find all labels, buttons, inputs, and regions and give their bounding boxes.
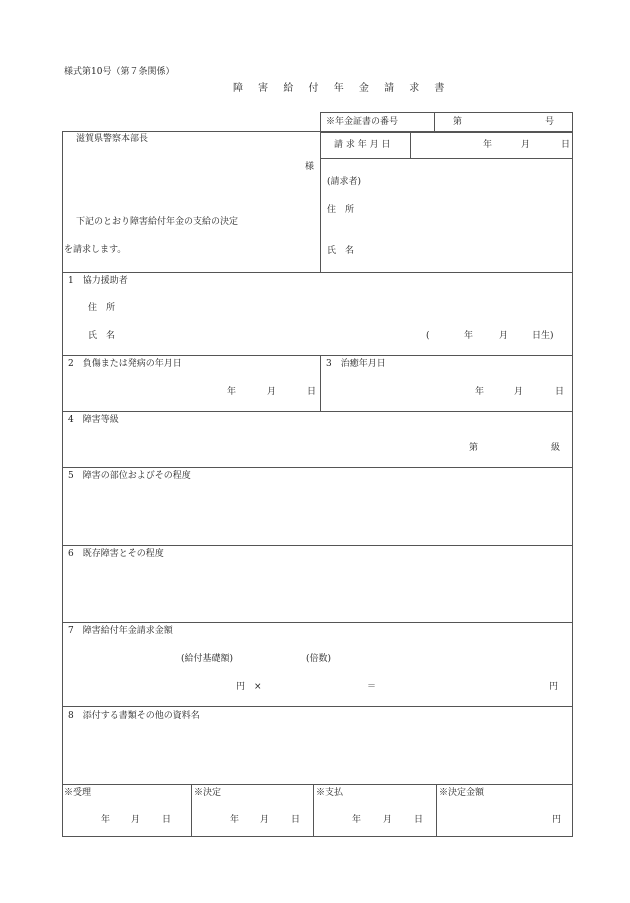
request-line2: を請求します。 [64,245,127,255]
section4-suffix: 級 [551,443,561,453]
section5-title: 5 障害の部位およびその程度 [68,471,191,481]
footer-amount-yen: 円 [552,815,562,825]
footer-payment-month: 月 [383,815,393,825]
section7-base-label: (給付基礎額) [181,654,234,664]
section2-year: 年 [227,387,237,397]
footer-payment-year: 年 [352,815,362,825]
footer-receipt-label: ※受理 [64,788,92,798]
footer-receipt-month: 月 [131,815,141,825]
section3-year: 年 [475,387,485,397]
section7-title: 7 障害給付年金請求金額 [68,626,173,636]
claimant-name-label: 氏 名 [327,246,355,256]
footer-amount-label: ※決定金額 [439,788,485,798]
cert-number-prefix: 第 [453,117,463,127]
addressee-honorific: 様 [305,162,315,172]
section1-birth-close: 日生) [532,331,554,341]
section1-name: 氏 名 [88,331,116,341]
claim-date-month: 月 [521,140,531,150]
section1-birth-month: 月 [499,331,509,341]
section2-month: 月 [267,387,277,397]
claimant-address-label: 住 所 [327,205,355,215]
footer-decision-label: ※決定 [194,788,222,798]
claim-date-label: 請 求 年 月 日 [334,140,391,150]
section2-day: 日 [307,387,317,397]
claimant-label: (請求者) [327,177,362,187]
section2-title: 2 負傷または発病の年月日 [68,359,182,369]
section1-birth-year: 年 [464,331,474,341]
footer-receipt-year: 年 [101,815,111,825]
cert-number-label: ※年金証書の番号 [326,117,399,127]
section1-title: 1 協力援助者 [68,276,128,286]
section7-yen: 円 [549,682,559,692]
request-line1: 下記のとおり障害給付年金の支給の決定 [76,217,239,227]
footer-payment-day: 日 [414,815,424,825]
cert-number-suffix: 号 [545,117,555,127]
footer-payment-label: ※支払 [316,788,344,798]
footer-decision-day: 日 [291,815,301,825]
footer-decision-month: 月 [260,815,270,825]
page-title: 障 害 給 付 年 金 請 求 書 [233,83,451,94]
section7-equals: ＝ [367,682,377,692]
section4-title: 4 障害等級 [68,415,119,425]
form-number: 様式第10号（第７条関係） [64,67,175,77]
claim-date-year: 年 [483,140,493,150]
section7-multiplier-label: (倍数) [306,654,332,664]
section3-day: 日 [555,387,565,397]
claim-date-day: 日 [561,140,571,150]
footer-decision-year: 年 [230,815,240,825]
section1-birth-open: ( [426,331,430,341]
section6-title: 6 既存障害とその程度 [68,549,164,559]
section3-title: 3 治癒年月日 [326,359,386,369]
section7-yen-times: 円 × [236,682,262,692]
form-body [62,131,573,837]
section8-title: 8 添付する書類その他の資料名 [68,711,200,721]
footer-receipt-day: 日 [162,815,172,825]
section1-address: 住 所 [88,303,116,313]
addressee-org: 滋賀県警察本部長 [76,134,149,144]
section3-month: 月 [514,387,524,397]
section4-prefix: 第 [469,443,479,453]
